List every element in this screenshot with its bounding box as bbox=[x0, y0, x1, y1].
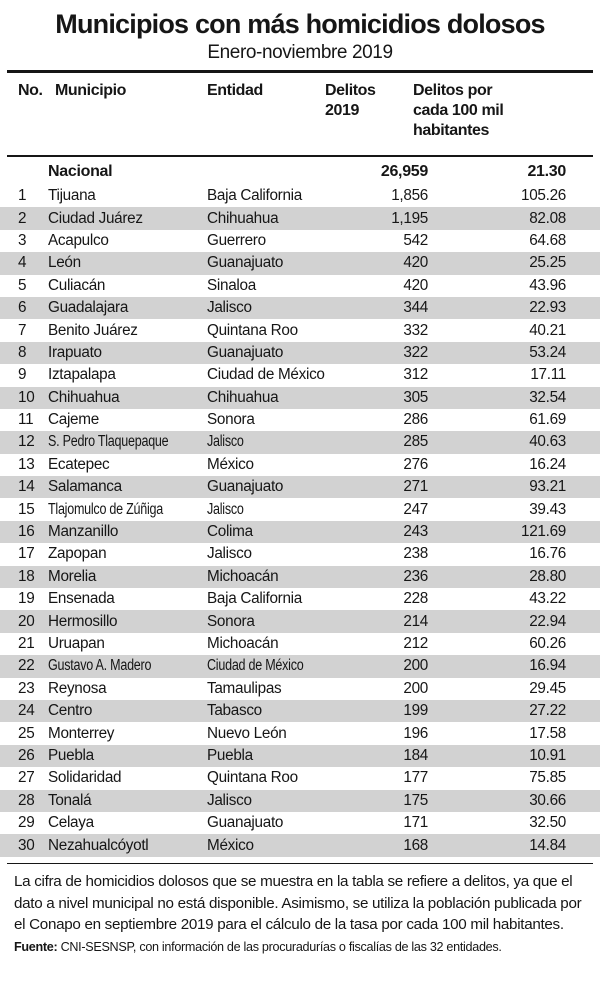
municipio-cell: Iztapalapa bbox=[48, 366, 116, 384]
column-header-municipio: Municipio bbox=[55, 81, 127, 99]
row-number: 10 bbox=[18, 388, 35, 406]
rate-cell: 17.58 bbox=[529, 724, 566, 742]
table-row bbox=[0, 767, 600, 789]
row-number: 25 bbox=[18, 724, 35, 742]
municipio-cell: Morelia bbox=[48, 567, 97, 585]
municipio-cell: Ciudad Juárez bbox=[48, 209, 143, 227]
row-number: 6 bbox=[18, 299, 27, 317]
rate-cell: 60.26 bbox=[529, 635, 566, 652]
delitos-cell: 247 bbox=[403, 500, 428, 518]
row-number: 30 bbox=[18, 836, 35, 854]
entidad-cell: Jalisco bbox=[207, 500, 244, 518]
table-row bbox=[0, 431, 600, 453]
entidad-cell: Jalisco bbox=[207, 791, 252, 809]
delitos-cell: 276 bbox=[403, 455, 428, 473]
rate-cell: 16.76 bbox=[529, 545, 566, 563]
delitos-cell: 1,856 bbox=[391, 187, 428, 205]
entidad-cell: Guanajuato bbox=[207, 814, 284, 832]
municipio-cell: León bbox=[48, 254, 81, 272]
rate-cell: 121.69 bbox=[521, 523, 566, 541]
entidad-cell: Ciudad de México bbox=[207, 657, 304, 675]
municipio-cell: Ecatepec bbox=[48, 455, 110, 473]
rate-cell: 53.24 bbox=[529, 343, 566, 361]
delitos-cell: 236 bbox=[403, 567, 428, 585]
delitos-cell: 286 bbox=[403, 411, 428, 429]
rate-cell: 105.26 bbox=[521, 187, 566, 205]
municipio-cell: Salamanca bbox=[48, 478, 122, 496]
source-label: Fuente: bbox=[14, 939, 58, 954]
row-number: 2 bbox=[18, 209, 27, 227]
table-row bbox=[0, 185, 600, 207]
municipio-cell: Uruapan bbox=[48, 635, 105, 652]
table-row bbox=[0, 745, 600, 767]
municipio-cell: Tijuana bbox=[48, 187, 96, 205]
delitos-cell: 332 bbox=[403, 321, 428, 339]
table-row bbox=[0, 610, 600, 632]
rate-cell: 93.21 bbox=[529, 478, 566, 496]
delitos-cell: 214 bbox=[403, 612, 428, 630]
table-row bbox=[0, 521, 600, 543]
delitos-cell: 322 bbox=[403, 343, 428, 361]
national-delitos-value: 26,959 bbox=[380, 162, 428, 180]
row-number: 12 bbox=[18, 433, 35, 451]
row-number: 7 bbox=[18, 321, 27, 339]
entidad-cell: Jalisco bbox=[207, 299, 252, 317]
table-row bbox=[0, 252, 600, 274]
municipio-cell: Cajeme bbox=[48, 411, 99, 429]
row-number: 18 bbox=[18, 567, 35, 585]
row-number: 4 bbox=[18, 254, 27, 272]
rate-cell: 25.25 bbox=[529, 254, 566, 272]
table-row bbox=[0, 319, 600, 341]
table-body bbox=[0, 158, 600, 857]
row-number: 8 bbox=[18, 343, 27, 361]
row-number: 16 bbox=[18, 523, 35, 541]
delitos-cell: 184 bbox=[403, 746, 428, 764]
entidad-cell: Baja California bbox=[207, 590, 302, 608]
municipio-cell: Gustavo A. Madero bbox=[48, 657, 152, 675]
rate-cell: 61.69 bbox=[529, 411, 566, 429]
rate-cell: 39.43 bbox=[529, 500, 566, 518]
municipio-cell: Tonalá bbox=[48, 791, 92, 809]
table-row bbox=[0, 230, 600, 252]
table-row bbox=[0, 387, 600, 409]
rate-cell: 40.21 bbox=[529, 321, 566, 339]
footer-note: La cifra de homicidios dolosos que se muestra en la tabla se refiere a delitos, ya que el dato a nivel municipal no está disponible. Asimismo, se utiliza la población publicada por el Conapo en septiembre 2019 para el cálculo de la tasa por cada 100 mil habitantes. bbox=[14, 873, 582, 934]
delitos-cell: 177 bbox=[403, 769, 428, 787]
rate-cell: 40.63 bbox=[529, 433, 566, 451]
delitos-cell: 200 bbox=[403, 679, 428, 697]
table-row bbox=[0, 678, 600, 700]
delitos-cell: 168 bbox=[403, 836, 428, 854]
row-number: 17 bbox=[18, 545, 35, 563]
row-number: 29 bbox=[18, 814, 35, 832]
table-header-row bbox=[0, 73, 600, 155]
rate-cell: 16.24 bbox=[529, 455, 566, 473]
entidad-cell: México bbox=[207, 455, 254, 473]
row-number: 20 bbox=[18, 612, 35, 630]
row-number: 9 bbox=[18, 366, 27, 384]
row-number: 13 bbox=[18, 455, 35, 473]
footer bbox=[14, 864, 586, 955]
municipio-cell: Solidaridad bbox=[48, 769, 122, 787]
entidad-cell: Quintana Roo bbox=[207, 769, 298, 787]
table-row bbox=[0, 476, 600, 498]
table-row bbox=[0, 454, 600, 476]
row-number: 1 bbox=[18, 187, 27, 205]
table-row bbox=[0, 655, 600, 677]
delitos-cell: 212 bbox=[403, 635, 428, 652]
row-number: 21 bbox=[18, 635, 35, 652]
delitos-cell: 228 bbox=[403, 590, 428, 608]
footer-source bbox=[14, 939, 586, 955]
entidad-cell: Michoacán bbox=[207, 635, 279, 652]
rate-cell: 22.93 bbox=[529, 299, 566, 317]
table-row bbox=[0, 722, 600, 744]
row-number: 14 bbox=[18, 478, 35, 496]
rate-cell: 75.85 bbox=[529, 769, 566, 787]
delitos-cell: 312 bbox=[403, 366, 428, 384]
page-title: Municipios con más homicidios dolosos bbox=[55, 9, 545, 39]
entidad-cell: Tabasco bbox=[207, 702, 262, 720]
municipio-cell: Centro bbox=[48, 702, 93, 720]
rate-cell: 43.96 bbox=[529, 276, 566, 294]
row-number: 28 bbox=[18, 791, 35, 809]
column-header-rate: Delitos por cada 100 mil habitantes bbox=[413, 81, 504, 139]
municipio-cell: Acapulco bbox=[48, 231, 109, 249]
entidad-cell: Quintana Roo bbox=[207, 321, 298, 339]
row-number: 3 bbox=[18, 231, 27, 249]
row-number: 11 bbox=[18, 411, 34, 429]
entidad-cell: Ciudad de México bbox=[207, 366, 325, 384]
table-row bbox=[0, 409, 600, 431]
table-row bbox=[0, 207, 600, 229]
entidad-cell: Guanajuato bbox=[207, 343, 284, 361]
delitos-cell: 305 bbox=[403, 388, 428, 406]
row-number: 27 bbox=[18, 769, 35, 787]
table-row bbox=[0, 834, 600, 856]
entidad-cell: Chihuahua bbox=[207, 388, 279, 406]
entidad-cell: Colima bbox=[207, 523, 253, 541]
entidad-cell: Guanajuato bbox=[207, 254, 284, 272]
entidad-cell: Chihuahua bbox=[207, 209, 279, 227]
delitos-cell: 542 bbox=[403, 231, 428, 249]
table-row bbox=[0, 812, 600, 834]
municipio-cell: Nezahualcóyotl bbox=[48, 836, 149, 854]
rate-cell: 43.22 bbox=[529, 590, 566, 608]
column-header-delitos: Delitos 2019 bbox=[325, 81, 376, 119]
rate-cell: 22.94 bbox=[529, 612, 566, 630]
entidad-cell: Jalisco bbox=[207, 545, 252, 563]
row-number: 23 bbox=[18, 679, 35, 697]
entidad-cell: Baja California bbox=[207, 187, 302, 205]
entidad-cell: Sinaloa bbox=[207, 276, 256, 294]
rate-cell: 30.66 bbox=[529, 791, 566, 809]
rate-cell: 16.94 bbox=[529, 657, 566, 675]
row-number: 24 bbox=[18, 702, 35, 720]
municipio-cell: Chihuahua bbox=[48, 388, 120, 406]
table-row bbox=[0, 588, 600, 610]
table-row bbox=[0, 790, 600, 812]
delitos-cell: 175 bbox=[403, 791, 428, 809]
rate-cell: 32.50 bbox=[529, 814, 566, 832]
rate-cell: 27.22 bbox=[529, 702, 566, 720]
delitos-cell: 196 bbox=[403, 724, 428, 742]
municipio-cell: Celaya bbox=[48, 814, 94, 832]
municipio-cell: Ensenada bbox=[48, 590, 115, 608]
entidad-cell: Sonora bbox=[207, 411, 255, 429]
delitos-cell: 285 bbox=[403, 433, 428, 451]
table-row bbox=[0, 364, 600, 386]
table-row bbox=[0, 566, 600, 588]
page-subtitle: Enero-noviembre 2019 bbox=[207, 42, 393, 63]
entidad-cell: Puebla bbox=[207, 746, 253, 764]
table-row bbox=[0, 498, 600, 520]
entidad-cell: Guerrero bbox=[207, 231, 266, 249]
row-number: 15 bbox=[18, 500, 35, 518]
delitos-cell: 199 bbox=[403, 702, 428, 720]
municipio-cell: Irapuato bbox=[48, 343, 102, 361]
delitos-cell: 171 bbox=[403, 814, 428, 832]
municipio-cell: Hermosillo bbox=[48, 612, 118, 630]
row-number: 5 bbox=[18, 276, 27, 294]
delitos-cell: 271 bbox=[403, 478, 428, 496]
municipio-cell: Guadalajara bbox=[48, 299, 129, 317]
municipio-cell: Reynosa bbox=[48, 679, 107, 697]
rows-container bbox=[0, 185, 600, 857]
entidad-cell: Nuevo León bbox=[207, 724, 287, 742]
rate-cell: 17.11 bbox=[530, 366, 566, 384]
delitos-cell: 1,195 bbox=[391, 209, 428, 227]
rate-cell: 82.08 bbox=[529, 209, 566, 227]
column-header-entidad: Entidad bbox=[207, 81, 263, 99]
municipio-cell: Culiacán bbox=[48, 276, 106, 294]
entidad-cell: Jalisco bbox=[207, 433, 244, 451]
rate-cell: 29.45 bbox=[529, 679, 566, 697]
delitos-cell: 420 bbox=[403, 254, 428, 272]
row-number: 19 bbox=[18, 590, 35, 608]
entidad-cell: México bbox=[207, 836, 254, 854]
delitos-cell: 200 bbox=[403, 657, 428, 675]
table-row bbox=[0, 297, 600, 319]
rate-cell: 64.68 bbox=[529, 231, 566, 249]
rate-cell: 14.84 bbox=[529, 836, 566, 854]
table-row bbox=[0, 275, 600, 297]
entidad-cell: Sonora bbox=[207, 612, 255, 630]
rate-cell: 28.80 bbox=[529, 567, 566, 585]
table-row bbox=[0, 700, 600, 722]
municipio-cell: Zapopan bbox=[48, 545, 107, 563]
rate-cell: 10.91 bbox=[529, 746, 566, 764]
national-label: Nacional bbox=[48, 162, 113, 180]
row-number: 26 bbox=[18, 746, 35, 764]
municipio-cell: Tlajomulco de Zúñiga bbox=[48, 500, 164, 518]
entidad-cell: Tamaulipas bbox=[207, 679, 282, 697]
municipio-cell: S. Pedro Tlaquepaque bbox=[48, 433, 169, 451]
delitos-cell: 420 bbox=[403, 276, 428, 294]
column-header-no: No. bbox=[18, 81, 43, 99]
source-text: CNI-SESNSP, con información de las procuradurías o fiscalías de las 32 entidades. bbox=[57, 939, 502, 954]
header-bottom-rule bbox=[7, 155, 593, 158]
delitos-cell: 238 bbox=[403, 545, 428, 563]
national-summary-row bbox=[0, 158, 600, 185]
municipio-cell: Puebla bbox=[48, 746, 94, 764]
row-number: 22 bbox=[18, 657, 35, 675]
delitos-cell: 243 bbox=[403, 523, 428, 541]
table-row bbox=[0, 633, 600, 655]
rate-cell: 32.54 bbox=[529, 388, 566, 406]
municipio-cell: Monterrey bbox=[48, 724, 115, 742]
table-row bbox=[0, 543, 600, 565]
entidad-cell: Guanajuato bbox=[207, 478, 284, 496]
delitos-cell: 344 bbox=[403, 299, 428, 317]
municipio-cell: Manzanillo bbox=[48, 523, 119, 541]
table-row bbox=[0, 342, 600, 364]
national-rate-value: 21.30 bbox=[527, 162, 566, 180]
municipio-cell: Benito Juárez bbox=[48, 321, 138, 339]
entidad-cell: Michoacán bbox=[207, 567, 279, 585]
